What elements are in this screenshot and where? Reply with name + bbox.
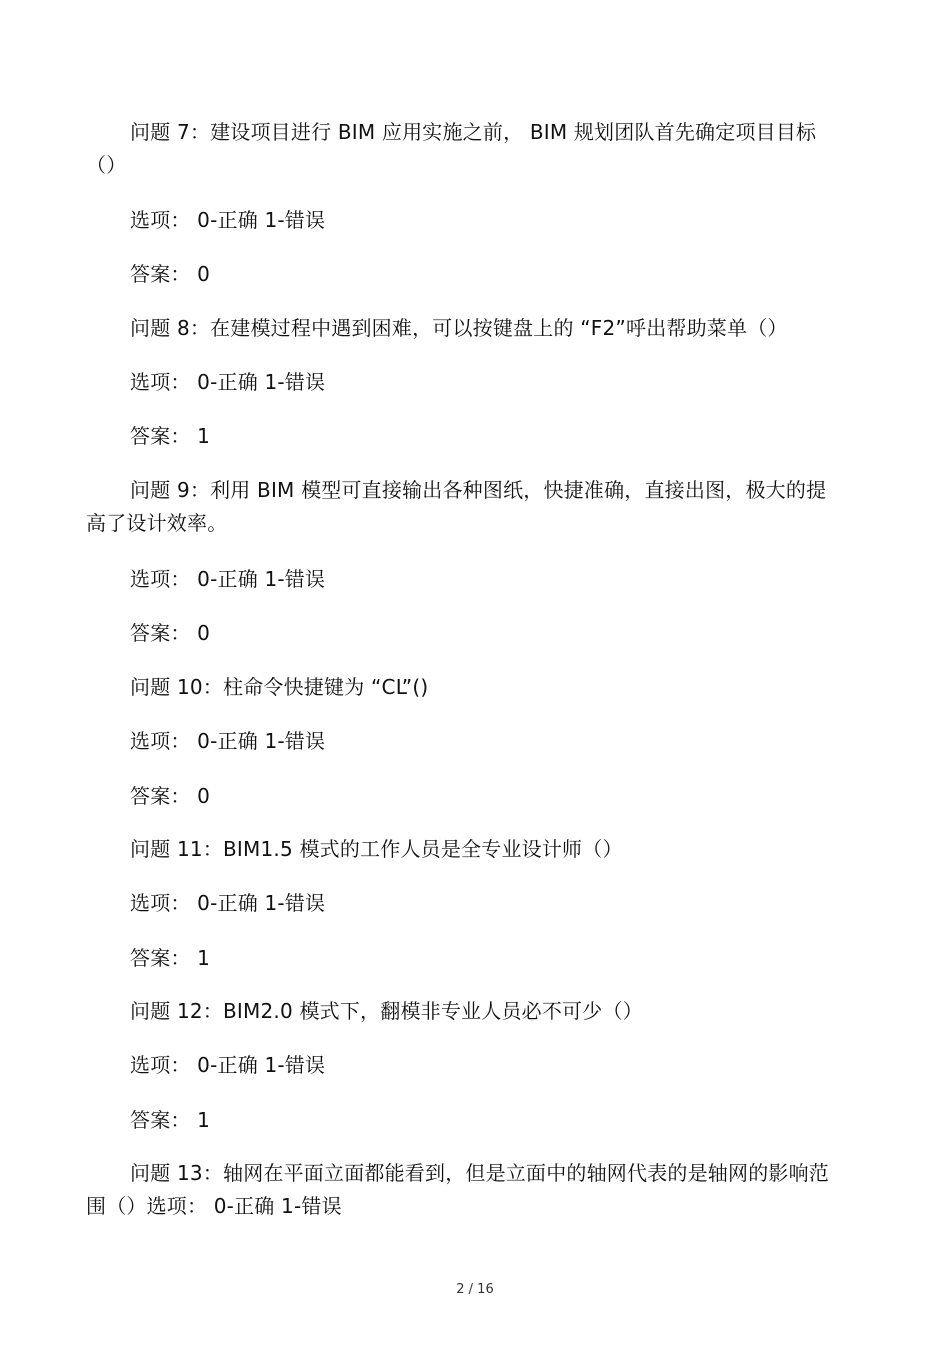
answer-9: 答案： 0 xyxy=(130,621,211,645)
options-11: 选项： 0-正确 1-错误 xyxy=(130,891,326,915)
answer-7: 答案： 0 xyxy=(130,262,211,286)
options-9: 选项： 0-正确 1-错误 xyxy=(130,567,326,591)
answer-11: 答案： 1 xyxy=(130,946,211,970)
question-11: 问题 11：BIM1.5 模式的工作人员是全专业设计师（） xyxy=(130,837,623,861)
question-9: 问题 9：利用 BIM 模型可直接输出各种图纸，快捷准确，直接出图，极大的提高了设计效率。 xyxy=(86,478,827,535)
answer-12: 答案： 1 xyxy=(130,1108,211,1132)
answer-8: 答案： 1 xyxy=(130,424,211,448)
page-number: 2 / 16 xyxy=(456,1282,494,1297)
question-12: 问题 12：BIM2.0 模式下，翻模非专业人员必不可少（） xyxy=(130,999,643,1023)
options-10: 选项： 0-正确 1-错误 xyxy=(130,729,326,753)
options-7: 选项： 0-正确 1-错误 xyxy=(130,208,326,232)
question-10: 问题 10：柱命令快捷键为 “CL”() xyxy=(130,675,429,699)
options-12: 选项： 0-正确 1-错误 xyxy=(130,1053,326,1077)
options-8: 选项： 0-正确 1-错误 xyxy=(130,370,326,394)
question-7: 问题 7：建设项目进行 BIM 应用实施之前， BIM 规划团队首先确定项目目标（） xyxy=(86,120,817,177)
question-8: 问题 8：在建模过程中遇到困难，可以按键盘上的 “F2”呼出帮助菜单（） xyxy=(130,316,788,340)
question-13: 问题 13：轴网在平面立面都能看到，但是立面中的轴网代表的是轴网的影响范围（）选项： 0-正确 1-错误 xyxy=(86,1161,830,1218)
answer-10: 答案： 0 xyxy=(130,784,211,808)
